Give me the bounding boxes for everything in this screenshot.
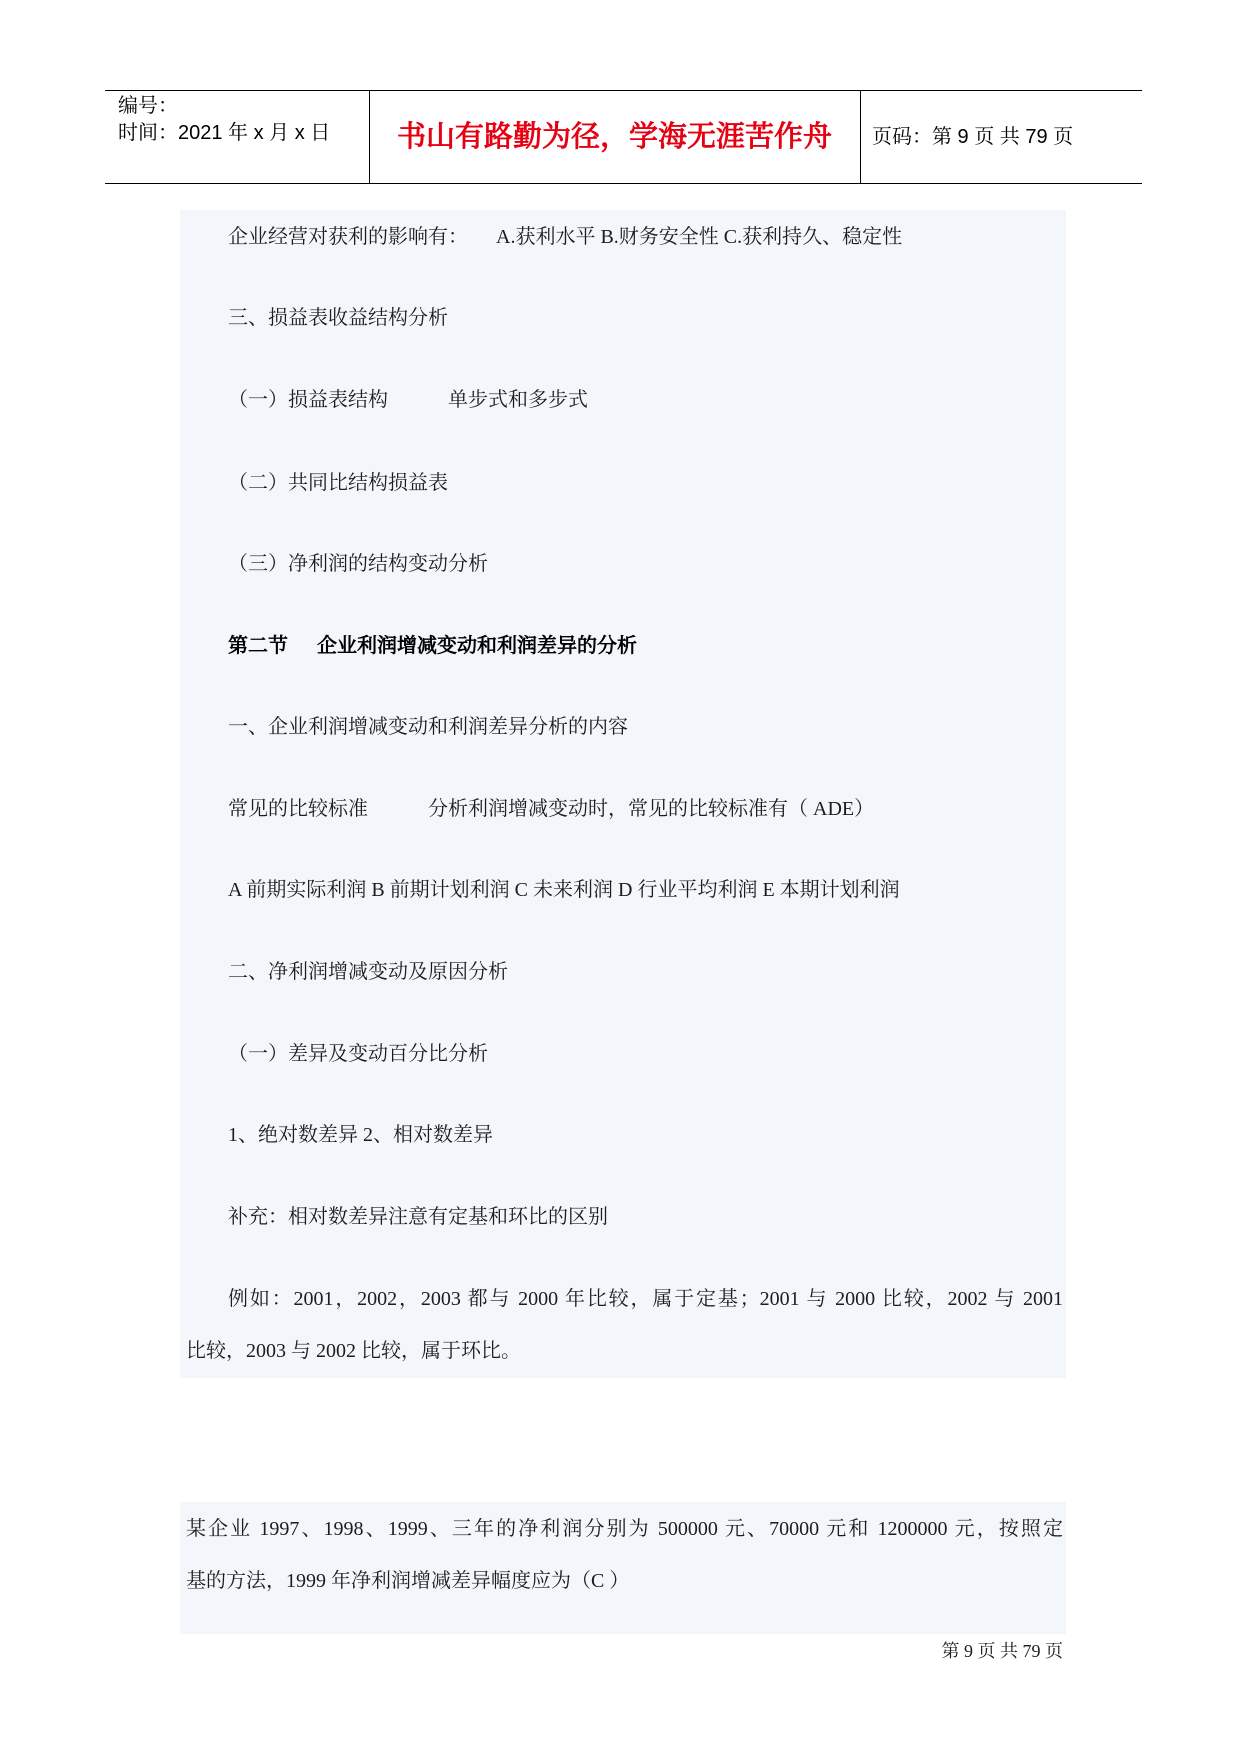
structure-value: 单步式和多步式 <box>448 389 588 411</box>
variance-title: （一）差异及变动百分比分析 <box>228 1043 488 1065</box>
section-number: 第二节 <box>228 635 288 657</box>
part1-title: 一、企业利润增减变动和利润差异分析的内容 <box>228 716 628 738</box>
example-line-1: 例如：2001，2002，2003 都与 2000 年比较，属于定基；2001 与 2000 比较，2002 与 2001 <box>228 1288 1063 1310</box>
header-top-rule <box>105 90 1142 91</box>
variance-types: 1、绝对数差异 2、相对数差异 <box>228 1124 493 1146</box>
header-bottom-rule <box>105 183 1142 184</box>
header-motto: 书山有路勤为径，学海无涯苦作舟 <box>396 121 832 153</box>
question-line-1: 某企业 1997、1998、1999、三年的净利润分别为 500000 元、70000 元和 1200000 元，按照定 <box>186 1518 1063 1540</box>
comparison-options: A 前期实际利润 B 前期计划利润 C 未来利润 D 行业平均利润 E 本期计划利润 <box>228 879 900 901</box>
supplement-note: 补充：相对数差异注意有定基和环比的区别 <box>228 1206 608 1228</box>
footer-page-number: 第 9 页 共 79 页 <box>941 1641 1063 1661</box>
header-number-label: 编号： <box>118 95 178 117</box>
part2-title: 二、净利润增减变动及原因分析 <box>228 961 508 983</box>
profit-influence-items: A.获利水平 B.财务安全性 C.获利持久、稳定性 <box>496 226 903 248</box>
common-size-title: （二）共同比结构损益表 <box>228 472 448 494</box>
profit-influence-lead: 企业经营对获利的影响有： <box>228 226 468 248</box>
example-line-2: 比较，2003 与 2002 比较，属于环比。 <box>186 1340 521 1362</box>
header-time-label: 时间：2021 年 x 月 x 日 <box>118 122 331 144</box>
structure-label: （一）损益表结构 <box>228 389 388 411</box>
section-title: 企业利润增减变动和利润差异的分析 <box>317 635 637 657</box>
header-page-label: 页码：第 9 页 共 79 页 <box>872 126 1074 148</box>
header-divider-right <box>860 90 861 184</box>
comparison-label: 常见的比较标准 <box>228 798 368 820</box>
net-profit-structure-title: （三）净利润的结构变动分析 <box>228 553 488 575</box>
section3-title: 三、损益表收益结构分析 <box>228 307 448 329</box>
question-line-2: 基的方法，1999 年净利润增减差异幅度应为（C ） <box>186 1570 630 1592</box>
content-panel <box>180 210 1066 1378</box>
comparison-question: 分析利润增减变动时，常见的比较标准有（ ADE） <box>428 798 875 820</box>
